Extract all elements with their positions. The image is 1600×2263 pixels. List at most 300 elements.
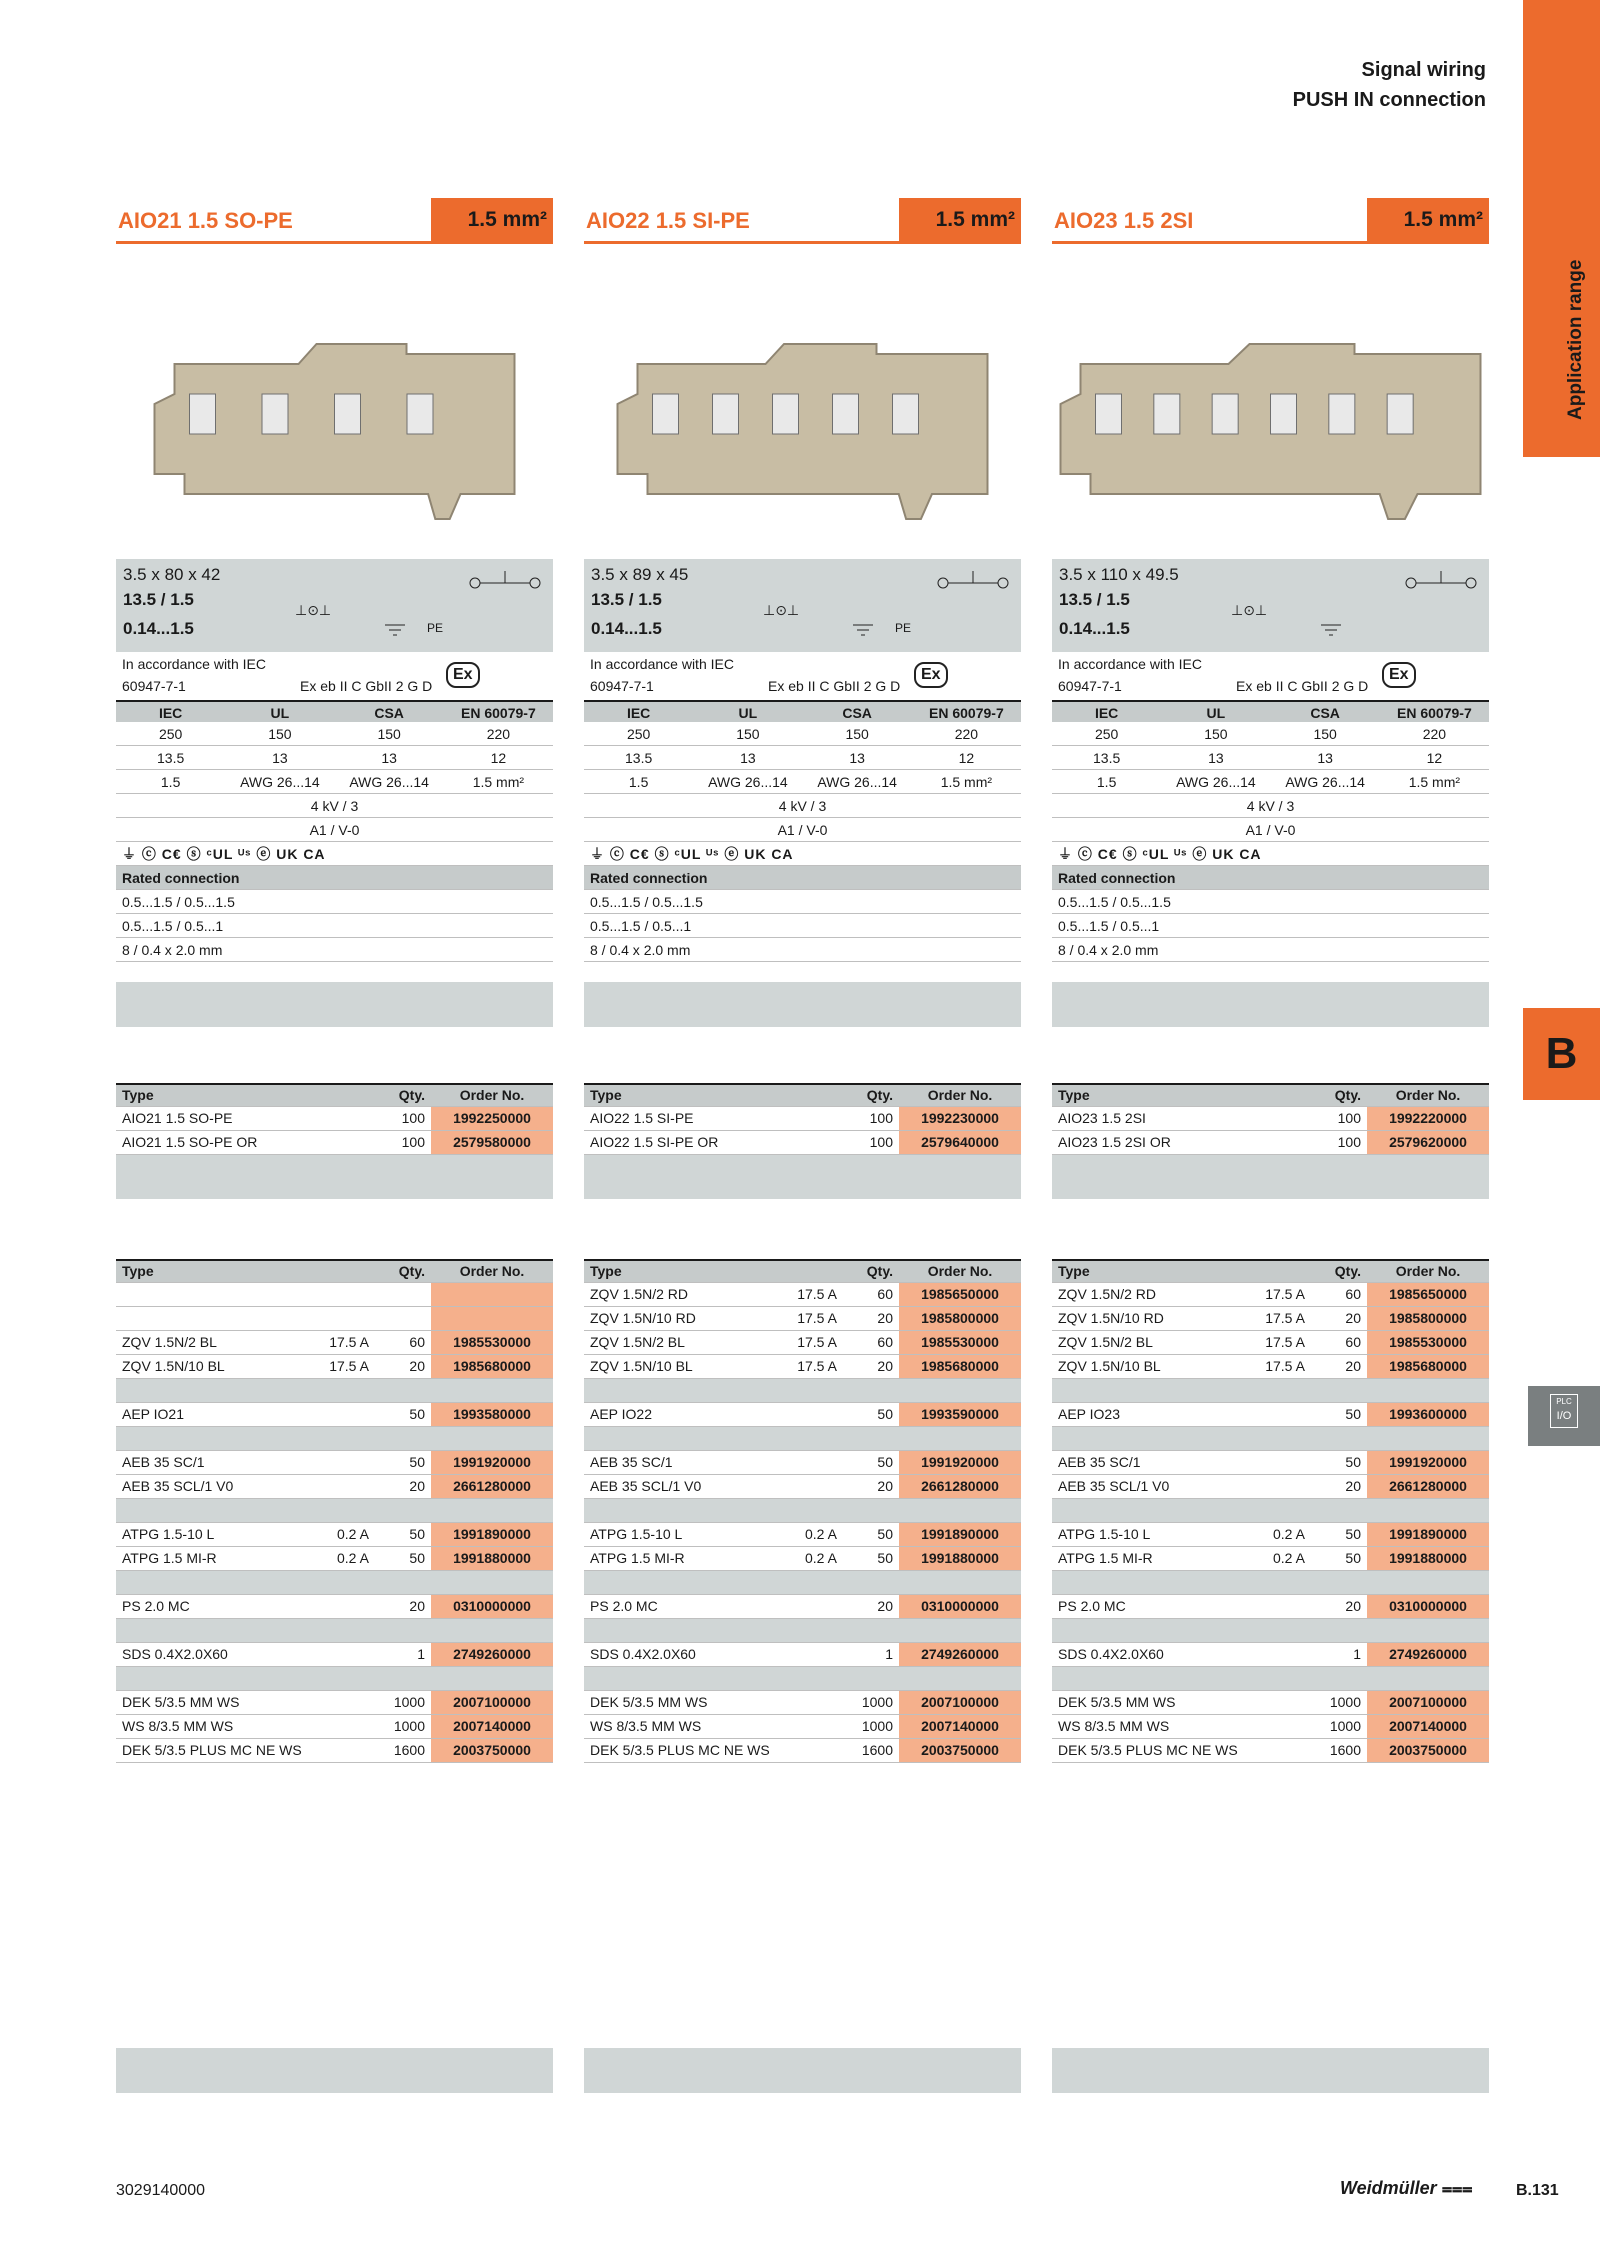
accessory-row[interactable] <box>584 1522 1021 1546</box>
group-spacer <box>116 1666 553 1690</box>
ratings-header-cell: UL <box>270 705 290 721</box>
ratings-cell: 150 <box>736 726 760 742</box>
accessory-rating <box>776 1594 843 1618</box>
accessory-qty: 20 <box>1311 1354 1367 1378</box>
brand-mark-icon: ⩶ <box>1441 2178 1473 2198</box>
accessory-order-number[interactable]: 1993590000 <box>899 1402 1021 1426</box>
product-name[interactable]: AIO21 1.5 SO-PE <box>118 208 293 233</box>
group-spacer <box>1052 1666 1489 1690</box>
col-type: Type <box>116 1084 366 1106</box>
accessory-rating: 0.2 A <box>776 1546 843 1570</box>
order-row[interactable] <box>1052 1130 1489 1154</box>
accessory-qty: 50 <box>375 1402 431 1426</box>
accessory-row[interactable] <box>584 1402 1021 1426</box>
rated-connection-row: 0.5...1.5 / 0.5...1.5 <box>1052 890 1489 914</box>
io-label: I/O <box>1556 1410 1572 1422</box>
clamp-spring <box>1096 394 1122 434</box>
ratings-cell: 150 <box>845 726 869 742</box>
accessory-qty: 50 <box>1311 1522 1367 1546</box>
accessory-type: WS 8/3.5 MM WS <box>584 1714 776 1738</box>
accessory-order-number[interactable]: 1985800000 <box>899 1306 1021 1330</box>
accessory-rating: 17.5 A <box>1244 1282 1311 1306</box>
ratings-header-cell: UL <box>738 705 758 721</box>
col-qty: Qty. <box>1311 1260 1367 1282</box>
accessory-type: WS 8/3.5 MM WS <box>1052 1714 1244 1738</box>
accessory-qty: 60 <box>843 1282 899 1306</box>
clamp-spring <box>190 394 216 434</box>
accessory-rating: 17.5 A <box>776 1354 843 1378</box>
dimensions: 3.5 x 80 x 42 <box>123 565 221 584</box>
accessory-order-number[interactable]: 1985530000 <box>431 1330 553 1354</box>
ratings-cell: 220 <box>1422 726 1447 742</box>
accessory-order-number[interactable]: 1985680000 <box>431 1354 553 1378</box>
accessory-row[interactable] <box>116 1306 553 1330</box>
accessory-qty: 1600 <box>843 1738 899 1762</box>
accessory-row[interactable] <box>1052 1354 1489 1378</box>
ratings-cell: 12 <box>490 750 507 766</box>
accessory-rating <box>776 1642 843 1666</box>
rated-connection-title: Rated connection <box>116 866 553 890</box>
accessory-qty: 50 <box>375 1546 431 1570</box>
accessory-row[interactable] <box>116 1714 553 1738</box>
accessory-qty: 20 <box>843 1354 899 1378</box>
accessory-type: DEK 5/3.5 PLUS MC NE WS <box>584 1738 776 1762</box>
group-spacer <box>584 1378 1021 1402</box>
accessory-rating <box>1244 1738 1311 1762</box>
document-number: 3029140000 <box>116 2182 205 2199</box>
accessory-row[interactable] <box>584 1642 1021 1666</box>
accessory-order-number[interactable]: 1993580000 <box>431 1402 553 1426</box>
col-type: Type <box>584 1084 832 1106</box>
accessory-order-number[interactable]: 1991920000 <box>1367 1450 1489 1474</box>
order-type: AIO23 1.5 2SI OR <box>1052 1130 1293 1154</box>
accessory-qty: 50 <box>843 1402 899 1426</box>
order-row[interactable] <box>116 1130 553 1154</box>
accessory-rating <box>1244 1474 1311 1498</box>
accessory-row[interactable] <box>1052 1594 1489 1618</box>
accessory-row[interactable] <box>116 1642 553 1666</box>
iec-number: 60947-7-1 <box>122 678 186 694</box>
accessory-row[interactable] <box>584 1546 1021 1570</box>
ratings-cell: 13.5 <box>1093 750 1121 766</box>
order-table-header <box>1052 1084 1489 1106</box>
accessory-rating: 17.5 A <box>1244 1306 1311 1330</box>
ex-hexagon-icon: Ex <box>1382 662 1416 688</box>
order-number[interactable]: 2579620000 <box>1367 1130 1489 1154</box>
accessory-row[interactable] <box>116 1354 553 1378</box>
accessory-row[interactable] <box>116 1474 553 1498</box>
accessory-row[interactable] <box>584 1714 1021 1738</box>
order-table-header <box>584 1084 1021 1106</box>
order-number[interactable]: 1992230000 <box>899 1106 1021 1130</box>
order-qty: 100 <box>1293 1130 1367 1154</box>
accessory-order-number[interactable]: 2749260000 <box>431 1642 553 1666</box>
accessory-order-number[interactable]: 2007100000 <box>431 1690 553 1714</box>
ratings-cell: 12 <box>1426 750 1443 766</box>
accessory-qty: 20 <box>375 1594 431 1618</box>
accessory-row[interactable] <box>584 1690 1021 1714</box>
ratings-cell: 220 <box>486 726 511 742</box>
accessory-rating: 17.5 A <box>776 1330 843 1354</box>
flammability-class: A1 / V-0 <box>116 818 553 842</box>
accessory-order-number[interactable]: 1985680000 <box>899 1354 1021 1378</box>
ratings-cell: 13 <box>272 750 288 766</box>
accessory-type: AEB 35 SCL/1 V0 <box>1052 1474 1244 1498</box>
section-b-tab[interactable] <box>1523 1008 1600 1100</box>
ratings-row <box>1052 746 1489 770</box>
accessory-qty: 20 <box>843 1306 899 1330</box>
accessory-row[interactable] <box>584 1306 1021 1330</box>
accessory-type <box>116 1306 308 1330</box>
ratings-cell: AWG 26...14 <box>1176 774 1256 790</box>
ratings-row <box>116 746 553 770</box>
accessory-row[interactable] <box>584 1594 1021 1618</box>
accessory-row[interactable] <box>116 1330 553 1354</box>
col-order-no: Order No. <box>431 1260 553 1282</box>
accessory-order-number[interactable]: 1991920000 <box>431 1450 553 1474</box>
accessory-rating: 0.2 A <box>1244 1546 1311 1570</box>
spacer-band <box>1052 982 1489 1027</box>
accessory-row[interactable] <box>1052 1738 1489 1762</box>
order-row[interactable] <box>584 1130 1021 1154</box>
accessory-type: SDS 0.4X2.0X60 <box>116 1642 308 1666</box>
accessory-order-number[interactable]: 2007100000 <box>1367 1690 1489 1714</box>
accessory-order-number[interactable]: 1991890000 <box>431 1522 553 1546</box>
group-spacer <box>116 1498 553 1522</box>
col-type: Type <box>1052 1260 1244 1282</box>
bottom-band <box>116 2048 553 2093</box>
rated-connection-row: 8 / 0.4 x 2.0 mm <box>584 938 1021 962</box>
col-type: Type <box>584 1260 776 1282</box>
accessory-rating <box>308 1450 375 1474</box>
iec-number: 60947-7-1 <box>590 678 654 694</box>
order-number[interactable]: 2579580000 <box>431 1130 553 1154</box>
spec-summary <box>116 559 553 652</box>
plc-io-icon[interactable] <box>1528 1386 1600 1446</box>
accessory-qty: 1 <box>1311 1642 1367 1666</box>
accessory-order-number[interactable]: 1991880000 <box>431 1546 553 1570</box>
product-name[interactable]: AIO23 1.5 2SI <box>1054 208 1194 233</box>
group-spacer <box>1052 1378 1489 1402</box>
ratings-cell: 1.5 <box>1096 774 1117 790</box>
accessory-type: PS 2.0 MC <box>1052 1594 1244 1618</box>
accessory-row[interactable] <box>1052 1690 1489 1714</box>
ratings-cell: 1.5 mm² <box>940 774 993 790</box>
accessory-table-header <box>584 1260 1021 1282</box>
accessory-type: PS 2.0 MC <box>116 1594 308 1618</box>
rated-connection-row: 0.5...1.5 / 0.5...1.5 <box>116 890 553 914</box>
accessory-order-number[interactable] <box>431 1282 553 1306</box>
accessory-row[interactable] <box>116 1690 553 1714</box>
svg-text:⊥⊙⊥: ⊥⊙⊥ <box>295 603 332 619</box>
accessory-qty <box>375 1306 431 1330</box>
ratings-cell: AWG 26...14 <box>349 774 429 790</box>
rated-connection-title: Rated connection <box>584 866 1021 890</box>
accessory-order-number[interactable]: 1985530000 <box>899 1330 1021 1354</box>
clamp-spring <box>335 394 361 434</box>
accessory-type: ZQV 1.5N/2 RD <box>584 1282 776 1306</box>
accessory-qty: 20 <box>843 1474 899 1498</box>
accessory-qty: 60 <box>1311 1330 1367 1354</box>
product-column <box>1052 198 1489 1763</box>
accessory-rating: 17.5 A <box>1244 1330 1311 1354</box>
ratings-cell: 1.5 mm² <box>472 774 525 790</box>
accessory-order-number[interactable]: 1985680000 <box>1367 1354 1489 1378</box>
accessory-qty: 1000 <box>375 1690 431 1714</box>
group-spacer <box>116 1570 553 1594</box>
accessory-type: PS 2.0 MC <box>584 1594 776 1618</box>
accessory-order-number[interactable]: 1993600000 <box>1367 1402 1489 1426</box>
accessory-row[interactable] <box>116 1594 553 1618</box>
accessory-order-number[interactable]: 1985800000 <box>1367 1306 1489 1330</box>
accessory-row[interactable] <box>584 1282 1021 1306</box>
accessory-row[interactable] <box>1052 1306 1489 1330</box>
voltage-rating: 4 kV / 3 <box>116 794 553 818</box>
group-spacer <box>116 1618 553 1642</box>
accessory-order-number[interactable]: 2661280000 <box>431 1474 553 1498</box>
ratings-cell: 150 <box>268 726 292 742</box>
accessory-type: AEB 35 SC/1 <box>1052 1450 1244 1474</box>
accessory-type: AEB 35 SCL/1 V0 <box>584 1474 776 1498</box>
rated-connection-row: 0.5...1.5 / 0.5...1 <box>584 914 1021 938</box>
accessory-order-number[interactable]: 1985650000 <box>899 1282 1021 1306</box>
accessory-order-number[interactable]: 2003750000 <box>1367 1738 1489 1762</box>
header-line2: PUSH IN connection <box>1292 89 1486 111</box>
accessory-order-number[interactable]: 1991880000 <box>899 1546 1021 1570</box>
accessory-row[interactable] <box>584 1474 1021 1498</box>
accessory-row[interactable] <box>1052 1546 1489 1570</box>
order-number[interactable]: 1992220000 <box>1367 1106 1489 1130</box>
accessory-order-number[interactable]: 1985530000 <box>1367 1330 1489 1354</box>
product-header <box>584 198 1021 244</box>
accessory-rating <box>308 1714 375 1738</box>
order-number[interactable]: 2579640000 <box>899 1130 1021 1154</box>
clamp-spring <box>1271 394 1297 434</box>
accessory-qty: 1000 <box>375 1714 431 1738</box>
accessory-order-number[interactable]: 1985650000 <box>1367 1282 1489 1306</box>
accessory-order-number[interactable]: 0310000000 <box>431 1594 553 1618</box>
ratings-header-cell: EN 60079-7 <box>461 705 536 721</box>
accessory-order-number[interactable] <box>431 1306 553 1330</box>
ratings-header-cell: IEC <box>1094 705 1119 721</box>
rated-current: 13.5 / 1.5 <box>123 590 194 609</box>
accessory-row[interactable] <box>1052 1402 1489 1426</box>
accessory-rating: 17.5 A <box>776 1306 843 1330</box>
table-spacer <box>116 1154 553 1199</box>
order-row[interactable] <box>584 1106 1021 1130</box>
accessory-row[interactable] <box>1052 1522 1489 1546</box>
col-type: Type <box>1052 1084 1293 1106</box>
rated-connection-row: 0.5...1.5 / 0.5...1.5 <box>584 890 1021 914</box>
wiring-schematic-icon <box>743 567 1013 645</box>
product-size-badge: 1.5 mm² <box>431 198 553 241</box>
ratings-cell: 13 <box>1317 750 1333 766</box>
accessory-row[interactable] <box>584 1450 1021 1474</box>
pe-label: PE <box>894 621 911 635</box>
col-order-no: Order No. <box>431 1084 553 1106</box>
accessory-type: AEB 35 SCL/1 V0 <box>116 1474 308 1498</box>
page-header <box>1293 55 1486 115</box>
ratings-header-cell: CSA <box>1310 705 1340 721</box>
flammability-class: A1 / V-0 <box>1052 818 1489 842</box>
accessory-row[interactable] <box>116 1738 553 1762</box>
order-type: AIO21 1.5 SO-PE OR <box>116 1130 366 1154</box>
order-row[interactable] <box>116 1106 553 1130</box>
accessory-order-number[interactable]: 1991890000 <box>1367 1522 1489 1546</box>
accessory-rating <box>308 1402 375 1426</box>
accessory-type: ZQV 1.5N/10 RD <box>584 1306 776 1330</box>
accessory-row[interactable] <box>1052 1450 1489 1474</box>
accessory-qty: 50 <box>375 1522 431 1546</box>
accessory-qty: 20 <box>1311 1594 1367 1618</box>
accessory-order-number[interactable]: 2749260000 <box>899 1642 1021 1666</box>
product-size-badge: 1.5 mm² <box>1367 198 1489 241</box>
product-image <box>116 244 553 559</box>
accessory-row[interactable] <box>116 1522 553 1546</box>
accessory-row[interactable] <box>584 1330 1021 1354</box>
clamp-spring <box>713 394 739 434</box>
accessory-row[interactable] <box>116 1282 553 1306</box>
accessory-qty: 50 <box>1311 1546 1367 1570</box>
application-range-tab[interactable] <box>1523 0 1600 457</box>
plc-label: PLC <box>1556 1397 1572 1406</box>
accessory-rating <box>308 1738 375 1762</box>
ratings-cell: 1.5 mm² <box>1408 774 1461 790</box>
col-order-no: Order No. <box>1367 1084 1489 1106</box>
order-qty: 100 <box>832 1130 899 1154</box>
accessory-rating: 0.2 A <box>308 1546 375 1570</box>
accessory-order-number[interactable]: 1991880000 <box>1367 1546 1489 1570</box>
clamp-spring <box>407 394 433 434</box>
ratings-header <box>1052 700 1489 722</box>
group-spacer <box>1052 1618 1489 1642</box>
accessory-row[interactable] <box>1052 1330 1489 1354</box>
clamp-spring <box>1212 394 1238 434</box>
accessory-type: AEB 35 SC/1 <box>116 1450 308 1474</box>
accessory-row[interactable] <box>116 1546 553 1570</box>
accessory-order-number[interactable]: 2007100000 <box>899 1690 1021 1714</box>
accessory-order-number[interactable]: 2007140000 <box>899 1714 1021 1738</box>
accessory-row[interactable] <box>584 1738 1021 1762</box>
iec-number: 60947-7-1 <box>1058 678 1122 694</box>
accessory-order-number[interactable]: 2661280000 <box>899 1474 1021 1498</box>
accessory-qty: 1000 <box>843 1690 899 1714</box>
ratings-header <box>116 700 553 722</box>
accessory-order-number[interactable]: 1991920000 <box>899 1450 1021 1474</box>
accessory-type: AEP IO21 <box>116 1402 308 1426</box>
accessory-type: AEB 35 SC/1 <box>584 1450 776 1474</box>
clamp-spring <box>773 394 799 434</box>
accessory-order-number[interactable]: 2003750000 <box>899 1738 1021 1762</box>
ratings-row <box>584 746 1021 770</box>
accessory-qty: 20 <box>1311 1306 1367 1330</box>
accessory-row[interactable] <box>1052 1474 1489 1498</box>
ex-hexagon-icon: Ex <box>914 662 948 688</box>
accessory-type: AEP IO23 <box>1052 1402 1244 1426</box>
table-spacer <box>584 1154 1021 1199</box>
iec-accordance: In accordance with IEC <box>122 656 266 672</box>
spacer-band <box>584 982 1021 1027</box>
col-qty: Qty. <box>832 1084 899 1106</box>
accessory-qty: 20 <box>375 1474 431 1498</box>
ratings-cell: 13 <box>849 750 865 766</box>
accessory-order-number[interactable]: 1991890000 <box>899 1522 1021 1546</box>
accessory-qty <box>375 1282 431 1306</box>
accessory-row[interactable] <box>1052 1642 1489 1666</box>
accessory-order-number[interactable]: 0310000000 <box>1367 1594 1489 1618</box>
ratings-cell: 250 <box>1094 726 1119 742</box>
accessory-rating <box>308 1690 375 1714</box>
ratings-header <box>584 700 1021 722</box>
approval-icons: ⏚ ⓒ C€ ⓢ ᶜUL ᵁˢ ⓔ UK CA <box>116 842 553 866</box>
accessory-type: ZQV 1.5N/10 BL <box>116 1354 308 1378</box>
order-type: AIO22 1.5 SI-PE OR <box>584 1130 832 1154</box>
accessory-rating: 0.2 A <box>308 1522 375 1546</box>
order-qty: 100 <box>832 1106 899 1130</box>
accessory-order-number[interactable]: 2003750000 <box>431 1738 553 1762</box>
accessory-table-header <box>116 1260 553 1282</box>
order-row[interactable] <box>1052 1106 1489 1130</box>
accessory-rating <box>776 1474 843 1498</box>
accessory-row[interactable] <box>116 1450 553 1474</box>
svg-text:⊥⊙⊥: ⊥⊙⊥ <box>763 603 800 619</box>
accessory-rating <box>776 1402 843 1426</box>
ratings-cell: 250 <box>626 726 651 742</box>
voltage-rating: 4 kV / 3 <box>1052 794 1489 818</box>
accessory-type: SDS 0.4X2.0X60 <box>584 1642 776 1666</box>
accessory-row[interactable] <box>116 1402 553 1426</box>
accessory-row[interactable] <box>1052 1714 1489 1738</box>
flammability-class: A1 / V-0 <box>584 818 1021 842</box>
ratings-row <box>584 770 1021 794</box>
spacer-band <box>116 982 553 1027</box>
accessory-type: AEP IO22 <box>584 1402 776 1426</box>
ratings-cell: 1.5 <box>160 774 181 790</box>
ratings-cell: 220 <box>954 726 979 742</box>
bottom-band <box>584 2048 1021 2093</box>
accessory-order-number[interactable]: 2007140000 <box>1367 1714 1489 1738</box>
header-line1: Signal wiring <box>1361 59 1486 81</box>
accessory-order-number[interactable]: 2661280000 <box>1367 1474 1489 1498</box>
terminal-block-drawing <box>1052 244 1489 559</box>
dimensions: 3.5 x 89 x 45 <box>591 565 689 584</box>
accessory-order-number[interactable]: 2749260000 <box>1367 1642 1489 1666</box>
col-qty: Qty. <box>1293 1084 1367 1106</box>
clamp-spring <box>1154 394 1180 434</box>
accessory-row[interactable] <box>584 1354 1021 1378</box>
accessory-qty: 50 <box>1311 1402 1367 1426</box>
order-number[interactable]: 1992250000 <box>431 1106 553 1130</box>
ratings-cell: 13.5 <box>625 750 653 766</box>
order-type: AIO22 1.5 SI-PE <box>584 1106 832 1130</box>
rated-connection-row: 0.5...1.5 / 0.5...1 <box>1052 914 1489 938</box>
ratings-header-cell: EN 60079-7 <box>1397 705 1472 721</box>
accessory-type: DEK 5/3.5 MM WS <box>116 1690 308 1714</box>
ratings-cell: 13 <box>740 750 756 766</box>
product-name[interactable]: AIO22 1.5 SI-PE <box>586 208 750 233</box>
ex-code: Ex eb II C GbII 2 G D <box>1236 678 1369 694</box>
accessory-type: ATPG 1.5-10 L <box>584 1522 776 1546</box>
accessory-qty: 20 <box>843 1594 899 1618</box>
group-spacer <box>116 1426 553 1450</box>
accessory-rating <box>1244 1642 1311 1666</box>
accessory-order-number[interactable]: 2007140000 <box>431 1714 553 1738</box>
accessory-order-number[interactable]: 0310000000 <box>899 1594 1021 1618</box>
accessory-qty: 1000 <box>1311 1690 1367 1714</box>
accessory-row[interactable] <box>1052 1282 1489 1306</box>
spec-summary <box>584 559 1021 652</box>
wire-range: 0.14...1.5 <box>591 619 662 638</box>
